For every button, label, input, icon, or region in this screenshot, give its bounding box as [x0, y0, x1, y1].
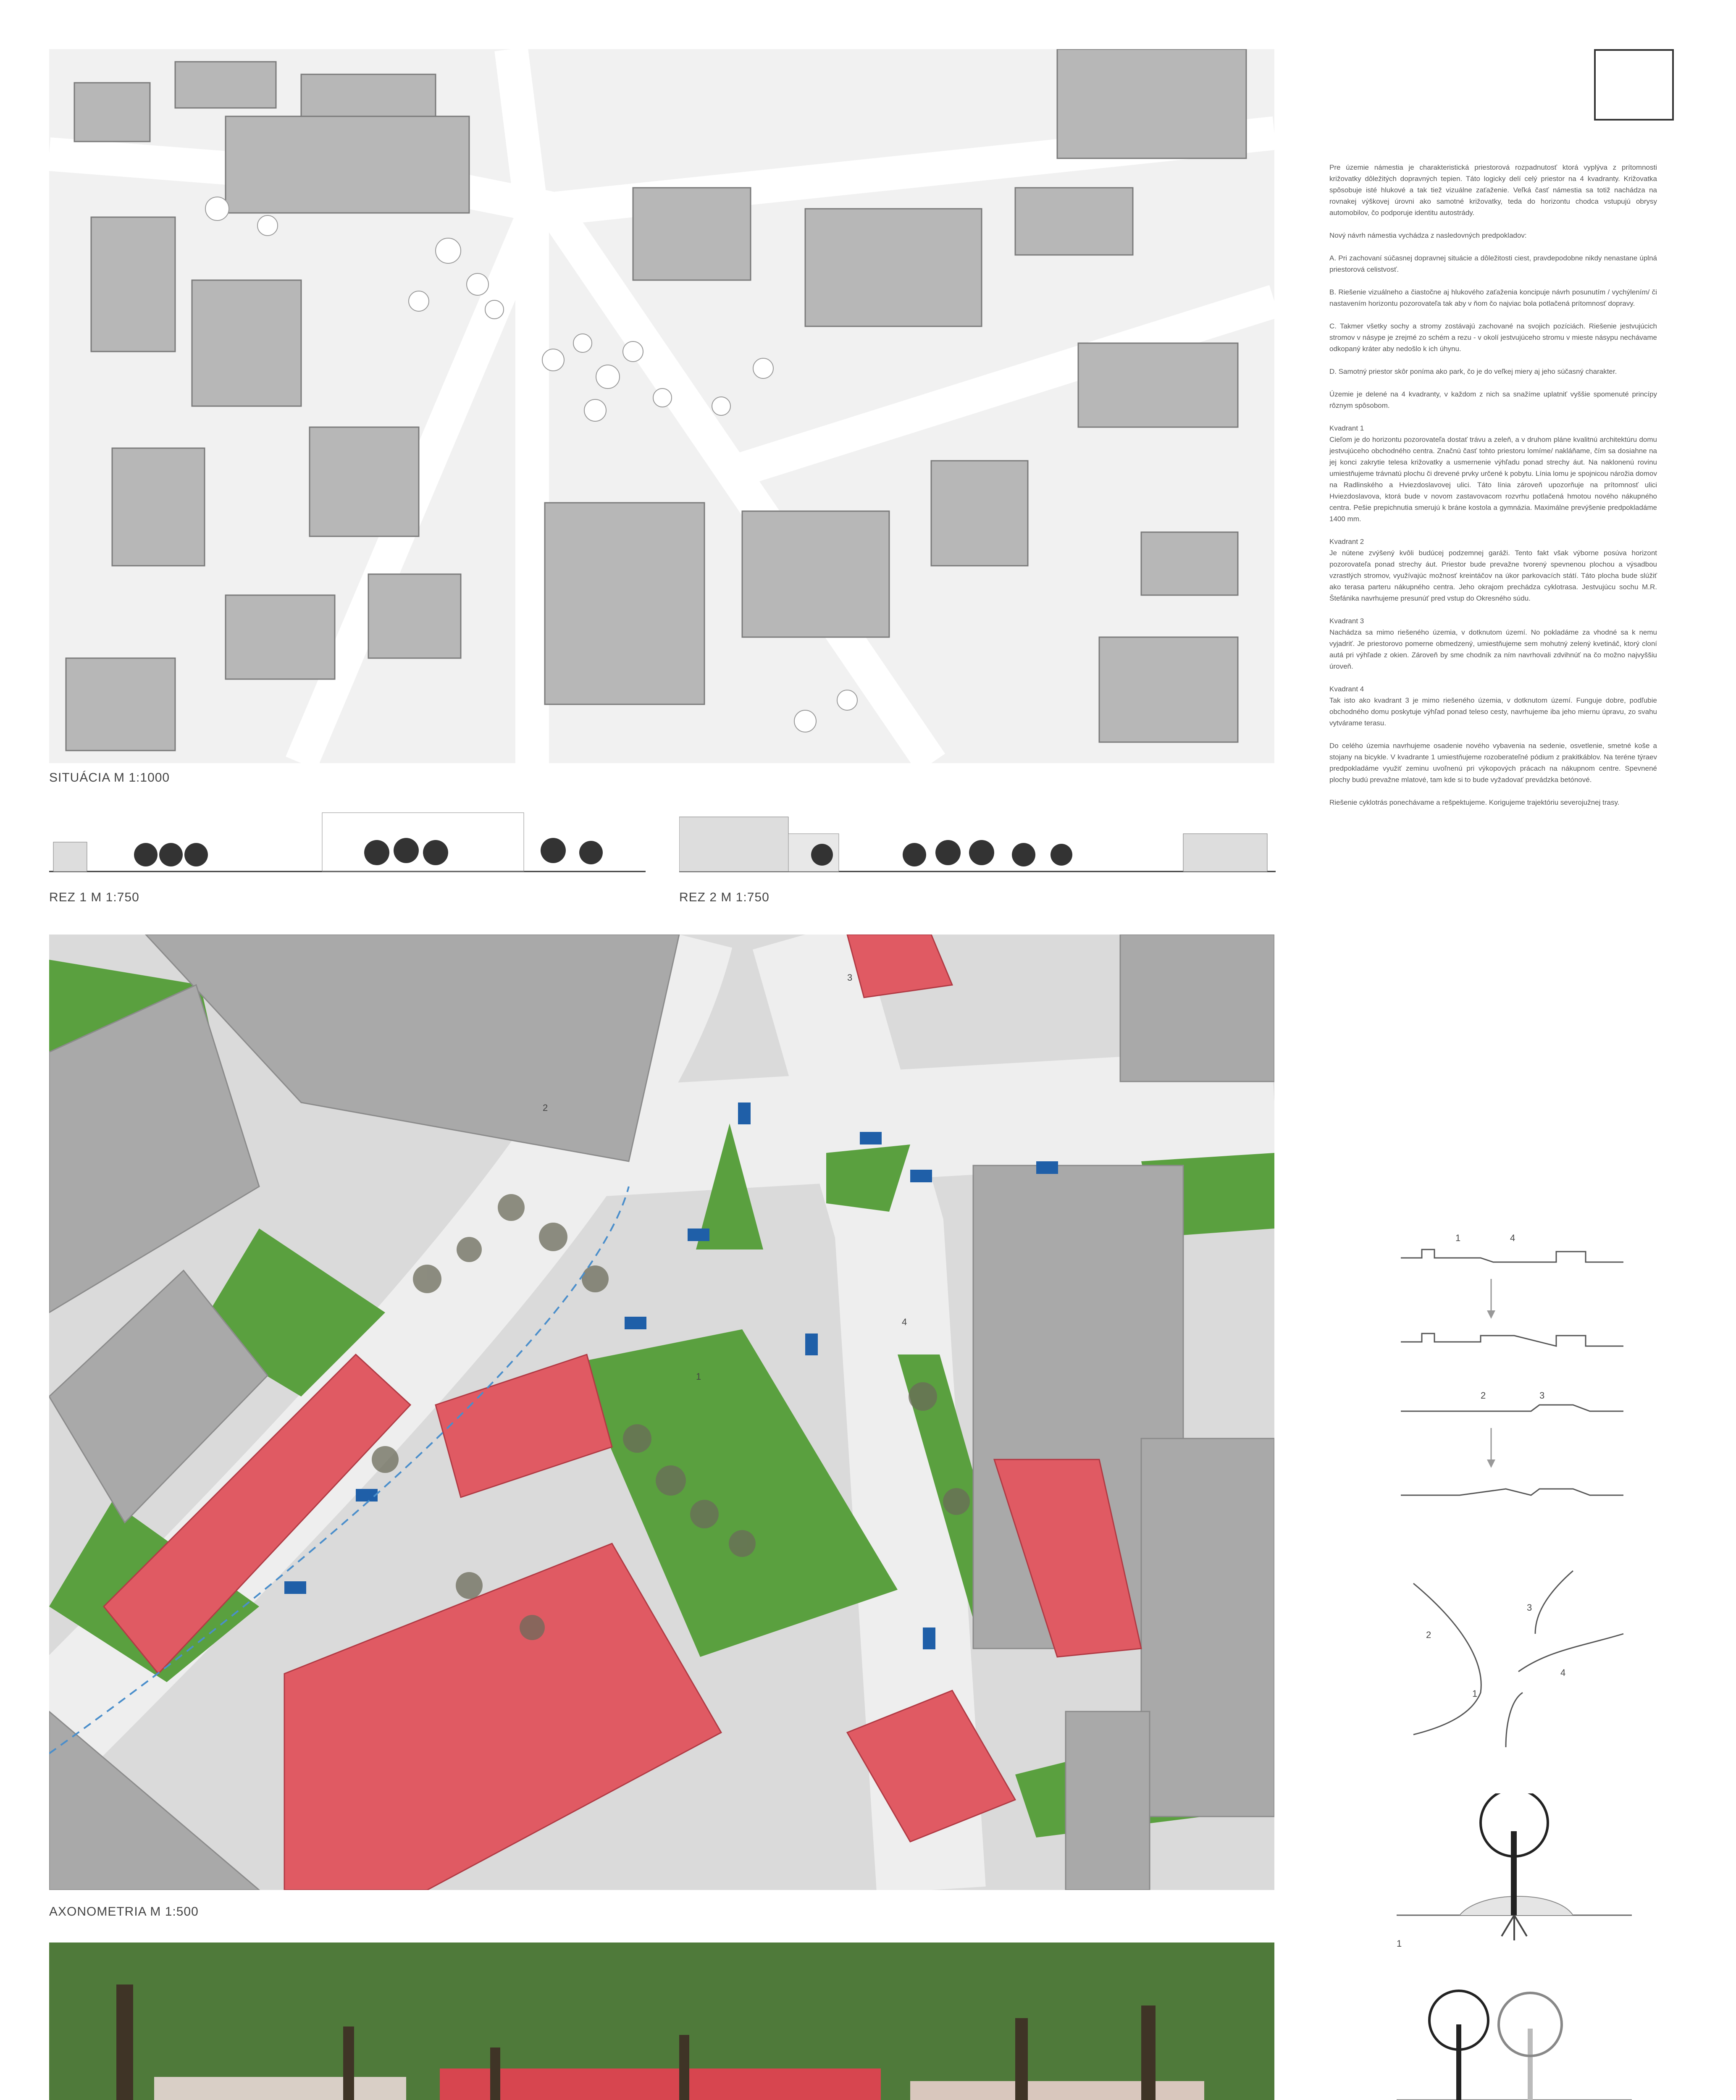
k3-body: Nachádza sa mimo riešeného územia, v dotknutom území. No pokladáme za vhodné sa k nemu vyjadriť. Je priestorovo pomerne obmedzený, umiestňujeme sem mohutný zelený kvetináč, ktorý cloní autá pri výhľade z okien. Zároveň by sme chodník za ním navrhovali zdvihnúť na čo možno najvyššiu úroveň. — [1329, 628, 1657, 670]
schema1-label-1: 1 — [1455, 1233, 1461, 1243]
schema2-label-2: 2 — [1481, 1390, 1486, 1401]
quadrant-label-2: 2 — [1426, 1630, 1431, 1640]
section-1-drawing — [49, 808, 646, 880]
perspective-render — [49, 1942, 1274, 2100]
k3-title: Kvadrant 3 — [1329, 617, 1364, 625]
premises-intro: Nový návrh námestia vychádza z nasledovných predpokladov: — [1329, 231, 1527, 239]
quadrants-intro: Územie je delené na 4 kvadranty, v každom z nich sa snažíme uplatniť vyššie spomenuté princípy rôznym spôsobom. — [1329, 390, 1657, 410]
section-1-caption: REZ 1 M 1:750 — [49, 890, 139, 904]
cycling-paragraph: Riešenie cyklotrás ponechávame a rešpektujeme. Korigujeme trajektóriu severojužnej trasy. — [1329, 798, 1620, 806]
k4-body: Tak isto ako kvadrant 3 je mimo riešeného územia, v dotknutom území. Funguje dobre, podľubie obchodného domu poskytuje výhľad ponad teleso cesty, navrhujeme iba jeho miernu úpravu, zo svahu vytvárame terasu. — [1329, 696, 1657, 727]
section-2-drawing — [679, 808, 1276, 880]
schema-quadrants — [1397, 1567, 1632, 1751]
section-1 — [49, 808, 646, 880]
tree-label-1: 1 — [1397, 1938, 1402, 1949]
tree-schema-1 — [1397, 1793, 1632, 1953]
quadrant-label-3: 3 — [1527, 1602, 1532, 1613]
quadrant-label-1: 1 — [1472, 1688, 1478, 1699]
axonometry-caption: AXONOMETRIA M 1:500 — [49, 1905, 199, 1919]
section-2-caption: REZ 2 M 1:750 — [679, 890, 770, 904]
perspective-drawing — [49, 1942, 1274, 2100]
schema2-label-3: 3 — [1539, 1390, 1545, 1401]
quadrant-label-4: 4 — [1560, 1667, 1566, 1678]
k1-body: Cieľom je do horizontu pozorovateľa dostať trávu a zeleň, a v druhom pláne kvalitnú architektúru domu jestvujúceho obchodného centra. Značnú časť tohto priestoru lomíme/ nakláňame, čím sa dosiahne na jej konci zakrytie telesa križovatky a usmernenie výhľadu ponad strechy áut. Na naklonenú rovinu umiestňujeme trávnatú plochu či drevené prvky určené k pobytu. Línia lomu je spojnicou nárožia domov na Radlinského a Hviezdoslavovej ulici. Táto línia zároveň upozorňuje na prítomnosť ulici Hviezdoslavova, ktorá bude v novom zastavovacom rozvrhu potlačená hmotou nového nákupného centra. Pešie prepichnutia smerujú k bráne kostola a gymnázia. Maximálne prevýšenie predpokladáme 1400 mm. — [1329, 436, 1657, 523]
axonometry — [49, 934, 1274, 1890]
section-2 — [679, 808, 1276, 880]
point-c: C. Takmer všetky sochy a stromy zostávajú zachované na svojich pozíciách. Riešenie jestvujúcich stromov v násype je zrejmé zo schém a rezu - v okolí jestvujúceho stromu v mieste násypu nechávame odkopaný kráter aby nedošlo k ich úhynu. — [1329, 322, 1657, 353]
k1-title: Kvadrant 1 — [1329, 424, 1364, 432]
title-frame — [1594, 49, 1674, 121]
point-d: D. Samotný priestor skôr poníma ako park, čo je do veľkej miery aj jeho súčasný charakter. — [1329, 368, 1617, 375]
intro-paragraph: Pre územie námestia je charakteristická priestorová rozpadnutosť ktorá vyplýva z prítomnosti križovatky dôležitých dopravných tepien. Táto logicky delí celý priestor na 4 kvadranty. Križovatka spôsobuje isté hlukové a tak tiež vizuálne zaťaženie. Veľká časť námestia sa totiž nachádza na rovnakej výškovej úrovni ako samotné križovatky, teda do horizontu chodca vstupujú obrysy automobilov, čo podporuje identitu autostrády. — [1329, 163, 1657, 217]
site-plan-drawing — [49, 49, 1274, 763]
k4-title: Kvadrant 4 — [1329, 685, 1364, 693]
axon-label-2: 2 — [543, 1102, 548, 1113]
schema1-label-4: 4 — [1510, 1233, 1515, 1243]
site-plan-caption: SITUÁCIA M 1:1000 — [49, 771, 170, 785]
point-a: A. Pri zachovaní súčasnej dopravnej situácie a dôležitosti ciest, pravdepodobne nikdy nenastane úplná priestorová celistvosť. — [1329, 254, 1657, 273]
schema-section-1 — [1397, 1233, 1632, 1367]
furniture-paragraph: Do celého územia navrhujeme osadenie nového vybavenia na sedenie, osvetlenie, smetné koše a stojany na bicykle. V kvadrante 1 umiestňujeme rozoberateľné pódium z prakitkáblov. Na teréne týraev predpokladáme využiť zeminu uvoľnenú pri výkopových prácach na nákupnom centre. Spevnené plochy budú prevažne mlatové, tam kde si to bude vyžadovať prevádzka betónové. — [1329, 742, 1657, 784]
k2-body: Je nútene zvýšený kvôli budúcej podzemnej garáži. Tento fakt však výborne posúva horizont pozorovateľa ponad strechy áut. Priestor bude prevažne tvorený spevnenou plochou a výsadbou vzrastlých stromov, využívajúc možnosť kreintáčov na úkor parkovacích státí. Táto plocha bude slúžiť ako terasa parteru nákupného centra. Jeho okrajom prechádza cyklotrasa. Jestvujúcu sochu M.R. Štefánika navrhujeme presunúť pred vstup do Okresného súdu. — [1329, 549, 1657, 602]
axon-label-1: 1 — [696, 1371, 701, 1382]
tree-schema-2 — [1397, 1982, 1632, 2100]
axonometry-drawing — [49, 934, 1274, 1890]
k2-title: Kvadrant 2 — [1329, 538, 1364, 546]
axon-label-4: 4 — [902, 1317, 907, 1327]
schema-section-2 — [1397, 1386, 1632, 1516]
axon-label-3: 3 — [847, 972, 853, 983]
site-plan — [49, 49, 1274, 763]
description-text — [1329, 162, 1657, 819]
point-b: B. Riešenie vizuálneho a čiastočne aj hlukového zaťaženia koncipuje návrh posunutím / vychýlením/ či nastavením horizontu pozorovateľa tak aby v ňom čo najviac bola potlačená prítomnosť dopravy. — [1329, 288, 1657, 307]
